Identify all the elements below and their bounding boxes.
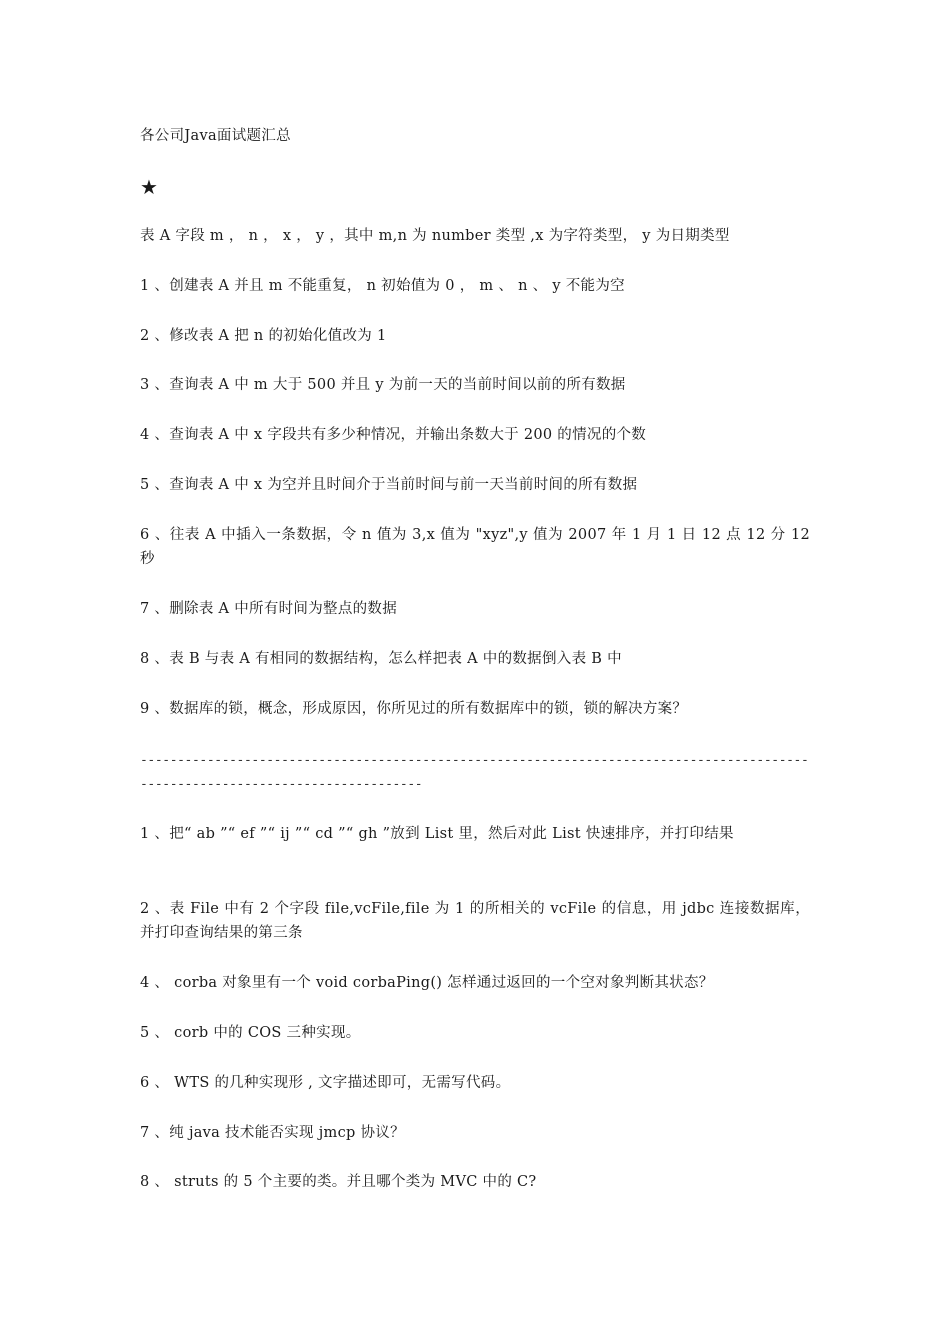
question-2-6: 6 、 WTS 的几种实现形 , 文字描述即可，无需写代码。 [140, 1075, 511, 1091]
question-2-8: 8 、 struts 的 5 个主要的类。并且哪个类为 MVC 中的 C? [140, 1174, 537, 1190]
section-divider: -------------------------------------------------------------------------------------------------------------------------------- [140, 753, 809, 792]
question-2-7: 7 、纯 java 技术能否实现 jmcp 协议？ [140, 1125, 405, 1141]
question-1-9: 9 、数据库的锁，概念，形成原因，你所见过的所有数据库中的锁，锁的解决方案？ [140, 701, 688, 717]
document-title: 各公司Java面试题汇总 [140, 128, 291, 144]
question-1-7: 7 、删除表 A 中所有时间为整点的数据 [140, 601, 398, 617]
question-1-5: 5 、查询表 A 中 x 为空并且时间介于当前时间与前一天当前时间的所有数据 [140, 477, 638, 493]
question-1-2: 2 、修改表 A 把 n 的初始化值改为 1 [140, 328, 387, 344]
star-icon: ★ [140, 175, 159, 199]
question-1-1: 1 、创建表 A 并且 m 不能重复， n 初始值为 0 ， m 、 n 、 y 不能为空 [140, 278, 625, 294]
question-2-1: 1 、把“ ab ”“ ef ”“ ij ”“ cd ”“ gh ”放到 List 里，然后对此 List 快速排序，并打印结果 [140, 826, 734, 842]
question-2-2: 2 、表 File 中有 2 个字段 file,vcFile,file 为 1 的所相关的 vcFile 的信息，用 jdbc 连接数据库，并打印查询结果的第三条 [140, 901, 810, 941]
question-1-8: 8 、表 B 与表 A 有相同的数据结构，怎么样把表 A 中的数据倒入表 B 中 [140, 651, 622, 667]
question-1-4: 4 、查询表 A 中 x 字段共有多少种情况，并输出条数大于 200 的情况的个数 [140, 427, 647, 443]
question-2-4: 4 、 corba 对象里有一个 void corbaPing() 怎样通过返回的一个空对象判断其状态？ [140, 975, 714, 991]
table-intro: 表 A 字段 m ， n ， x ， y ，其中 m,n 为 number 类型 ,x 为字符类型， y 为日期类型 [140, 228, 730, 244]
question-1-3: 3 、查询表 A 中 m 大于 500 并且 y 为前一天的当前时间以前的所有数据 [140, 377, 626, 393]
question-1-6: 6 、往表 A 中插入一条数据，令 n 值为 3,x 值为 "xyz",y 值为 2007 年 1 月 1 日 12 点 12 分 12 秒 [140, 527, 810, 567]
question-2-5: 5 、 corb 中的 COS 三种实现。 [140, 1025, 361, 1041]
